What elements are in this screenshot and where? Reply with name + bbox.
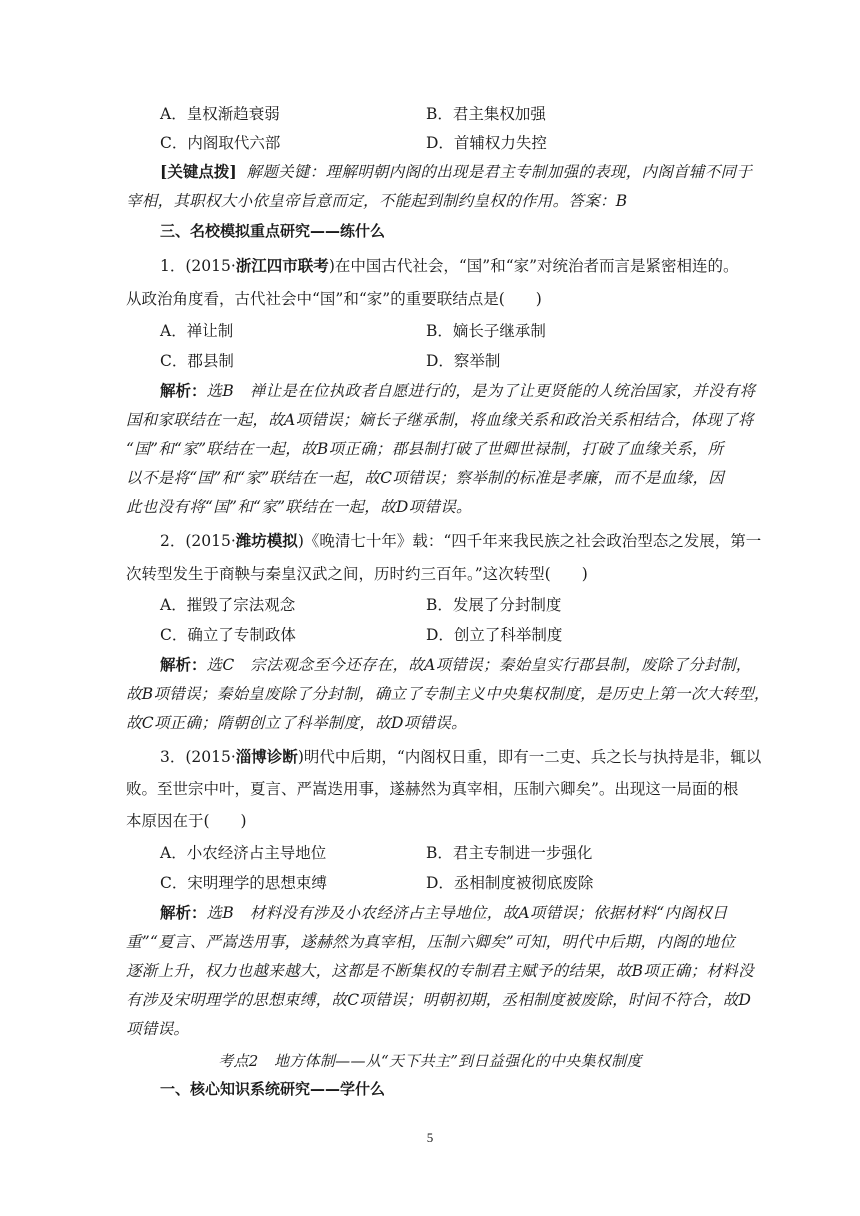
- q2-answer-line2: 故B项错误；秦始皇废除了分封制，确立了专制主义中央集权制度，是历史上第一次大转型，: [126, 685, 770, 703]
- q3-option-a: A．小农经济占主导地位: [160, 844, 327, 862]
- q1-source: 浙江四市联考: [235, 256, 329, 275]
- option-c: C．内阁取代六部: [160, 134, 281, 152]
- q3-answer-line2: 重”“夏言、严嵩迭用事，遂赫然为真宰相，压制六卿矣”可知，明代中后期，内阁的地位: [126, 933, 736, 951]
- q1-line1: 1．(2015·浙江四市联考)在中国古代社会，“国”和“家”对统治者而言是紧密相连的。: [160, 256, 739, 275]
- q1-answer-line4: 以不是将“国”和“家”联结在一起，故C项错误；察举制的标准是孝廉，而不是血缘，因: [126, 469, 725, 487]
- kaodian-2-title: 考点2 地方体制——从“天下共主”到日益强化的中央集权制度: [218, 1052, 642, 1070]
- q2-option-d: D．创立了科举制度: [426, 626, 563, 644]
- q3-line3: 本原因在于( ): [126, 812, 247, 830]
- q2-line1: 2．(2015·潍坊模拟)《晚清七十年》载：“四千年来我民族之社会政治型态之发展，第一: [160, 531, 762, 550]
- section-3-title: 三、名校模拟重点研究——练什么: [160, 222, 386, 240]
- option-a: A．皇权渐趋衰弱: [160, 105, 280, 123]
- q2-line2: 次转型发生于商鞅与秦皇汉武之间，历时约三百年。”这次转型( ): [126, 565, 588, 583]
- q3-answer-line1: 解析：选B 材料没有涉及小农经济占主导地位，故A项错误；依据材料“内阁权日: [160, 903, 728, 922]
- q1-option-a: A．禅让制: [160, 322, 234, 340]
- q2-answer-line1: 解析：选C 宗法观念至今还存在，故A项错误；秦始皇实行郡县制，废除了分封制，: [160, 655, 752, 674]
- q2-option-b: B．发展了分封制度: [426, 596, 562, 614]
- option-b: B．君主集权加强: [426, 105, 546, 123]
- key-point-line1: [关键点拨] 解题关键：理解明朝内阁的出现是君主专制加强的表现，内阁首辅不同于: [160, 162, 753, 181]
- q1-option-b: B．嫡长子继承制: [426, 322, 546, 340]
- q1-option-c: C．郡县制: [160, 352, 234, 370]
- q3-answer-line4: 有涉及宋明理学的思想束缚，故C项错误；明朝初期，丞相制度被废除，时间不符合，故D: [126, 991, 752, 1009]
- q3-option-b: B．君主专制进一步强化: [426, 844, 593, 862]
- q1-answer-line2: 国和家联结在一起，故A项错误；嫡长子继承制，将血缘关系和政治关系相结合，体现了将: [126, 411, 754, 429]
- page-number: 5: [426, 1130, 434, 1145]
- q3-line1: 3．(2015·淄博诊断)明代中后期，“内阁权日重，即有一二吏、兵之长与执持是非，辄以: [160, 747, 762, 766]
- q3-answer-line5: 项错误。: [126, 1020, 190, 1038]
- q3-option-c: C．宋明理学的思想束缚: [160, 874, 327, 892]
- q3-option-d: D．丞相制度被彻底废除: [426, 874, 594, 892]
- q3-source: 淄博诊断: [235, 747, 298, 766]
- q3-answer-line3: 逐渐上升，权力也越来越大，这都是不断集权的专制君主赋予的结果，故B项正确；材料没: [126, 962, 754, 980]
- q1-option-d: D．察举制: [426, 352, 501, 370]
- key-point-tag: [关键点拨]: [160, 162, 237, 181]
- option-d: D．首辅权力失控: [426, 134, 547, 152]
- q1-answer-line5: 此也没有将“国”和“家”联结在一起，故D项错误。: [126, 498, 472, 516]
- q2-answer-line3: 故C项正确；隋朝创立了科举制度，故D项错误。: [126, 714, 467, 732]
- q1-answer-line3: “国”和“家”联结在一起，故B项正确；郡县制打破了世卿世禄制，打破了血缘关系，所: [126, 440, 724, 458]
- section-1-title: 一、核心知识系统研究——学什么: [160, 1080, 386, 1098]
- key-point-line2: 宰相，其职权大小依皇帝旨意而定，不能起到制约皇权的作用。答案：B: [126, 192, 628, 210]
- q1-answer-line1: 解析：选B 禅让是在位执政者自愿进行的，是为了让更贤能的人统治国家，并没有将: [160, 381, 756, 400]
- q2-option-a: A．摧毁了宗法观念: [160, 596, 296, 614]
- q1-line2: 从政治角度看，古代社会中“国”和“家”的重要联结点是( ): [126, 290, 542, 308]
- q2-option-c: C．确立了专制政体: [160, 626, 296, 644]
- q2-source: 潍坊模拟: [235, 531, 298, 550]
- q3-line2: 败。至世宗中叶，夏言、严嵩迭用事，遂赫然为真宰相，压制六卿矣”。出现这一局面的根: [126, 780, 739, 798]
